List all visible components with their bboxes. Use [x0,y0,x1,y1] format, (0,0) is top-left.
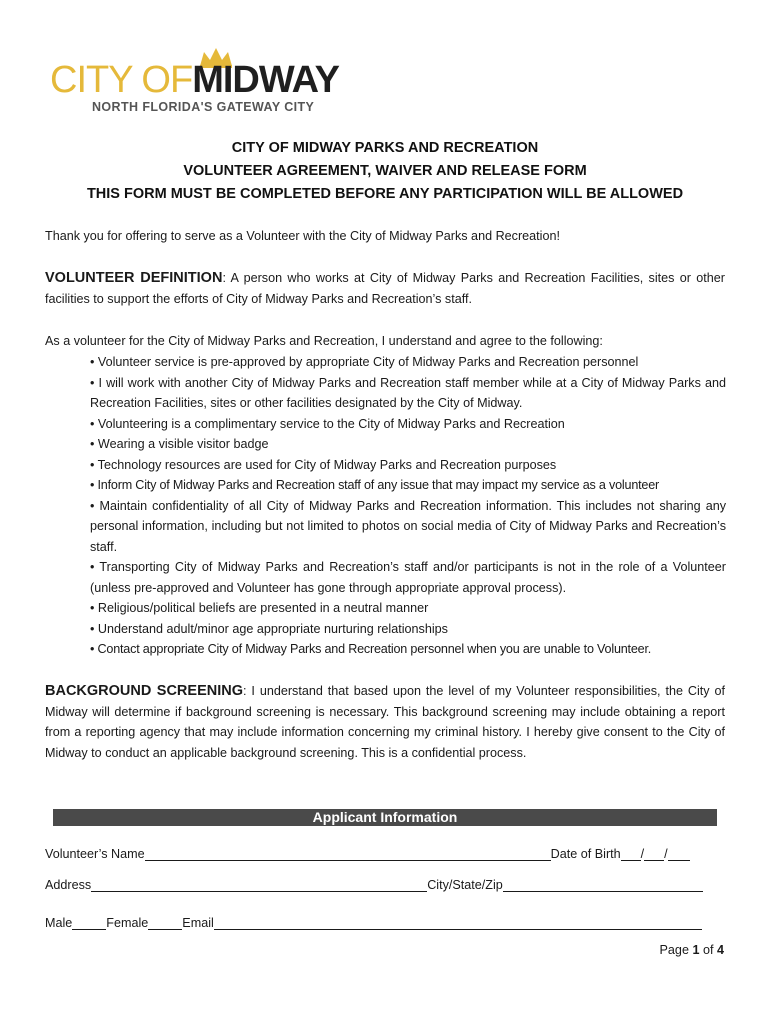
logo-tagline: NORTH FLORIDA'S GATEWAY CITY [92,100,315,114]
dob-label: Date of Birth [550,847,621,861]
dob-month-field[interactable] [621,846,641,861]
background-screening [45,681,725,763]
city-state-zip-field[interactable] [503,877,703,892]
volunteer-name-field[interactable] [145,846,551,861]
intro-text: Thank you for offering to serve as a Volunteer with the City of Midway Parks and Recreation! [45,229,560,243]
female-label: Female [106,916,149,930]
city-state-zip-label: City/State/Zip [427,878,503,892]
list-item: • Technology resources are used for City of Midway Parks and Recreation purposes [90,457,557,472]
list-item: • Contact appropriate City of Midway Parks and Recreation personnel when you are unable to Volunteer. [90,642,652,656]
male-field[interactable] [72,915,106,930]
list-item: • Religious/political beliefs are presented in a neutral manner [90,601,429,615]
agreement-list [90,352,726,660]
list-item: • Volunteering is a complimentary service to the City of Midway Parks and Recreation [90,416,565,431]
address-field[interactable] [91,877,427,892]
address-label: Address [45,878,92,892]
list-item: • Maintain confidentiality of all City of Midway Parks and Recreation information. This includes not sharing any personal information, including but not limited to photos on social media of City of Midway Parks and Recreation’s staff. [90,498,726,554]
male-label: Male [45,916,73,930]
logo-midway-text: MIDWAY [192,59,339,101]
list-item: • I will work with another City of Midway Parks and Recreation staff member while at a City of Midway Parks and Recreation Facilities, sites or other facilities designated by the City of Midway. [90,375,726,410]
definition-text: : A person who works at City of Midway Parks and Recreation Facilities, sites or other facilities to support the efforts of City of Midway Parks and Recreation’s staff. [45,271,725,306]
page-of: of [699,943,717,957]
logo-wordmark [50,60,339,100]
volunteer-definition [45,268,725,309]
page-label: Page [659,943,693,957]
page-number [660,943,724,957]
email-field[interactable] [214,915,702,930]
name-dob-row: Volunteer’s Name Date of Birth / / [45,843,725,861]
title-line-1: CITY OF MIDWAY PARKS AND RECREATION [231,140,539,156]
list-item: • Understand adult/minor age appropriate nurturing relationships [90,621,448,636]
city-logo [50,46,360,118]
gender-email-row [45,912,725,930]
title-line-3: THIS FORM MUST BE COMPLETED BEFORE ANY PARTICIPATION WILL BE ALLOWED [86,186,684,202]
definition-heading: VOLUNTEER DEFINITION [45,270,223,286]
dob-year-field[interactable] [668,846,690,861]
agreement-intro: As a volunteer for the City of Midway Parks and Recreation, I understand and agree to the following: [45,334,603,348]
female-field[interactable] [148,915,182,930]
name-label: Volunteer’s Name [45,847,145,861]
list-item: • Wearing a visible visitor badge [90,437,269,451]
dob-day-field[interactable] [644,846,664,861]
page-current: 1 [692,943,700,957]
background-text: : I understand that based upon the level of my Volunteer responsibilities, the City of Midway will determine if background screening is necessary. This background screening may include obtaining a report from a reporting agency that may include information concerning my criminal history. I hereby give consent to the City of Midway to conduct an applicable background screening. This is a confidential process. [45,684,725,760]
address-row [45,874,725,892]
logo-city-text: CITY OF [50,59,193,101]
page-total: 4 [716,943,724,957]
list-item: • Transporting City of Midway Parks and Recreation’s staff and/or participants is not in the role of a Volunteer (unless pre-approved and Volunteer has gone through appropriate approval process). [90,560,726,595]
list-item: • Inform City of Midway Parks and Recreation staff of any issue that may impact my service as a volunteer [90,478,660,492]
email-label: Email [182,916,214,930]
applicant-info-header: Applicant Information [53,809,717,826]
form-title-block [0,137,770,206]
background-heading: BACKGROUND SCREENING [45,683,243,699]
title-line-2: VOLUNTEER AGREEMENT, WAIVER AND RELEASE FORM [183,163,587,179]
list-item: • Volunteer service is pre-approved by appropriate City of Midway Parks and Recreation personnel [90,355,639,369]
